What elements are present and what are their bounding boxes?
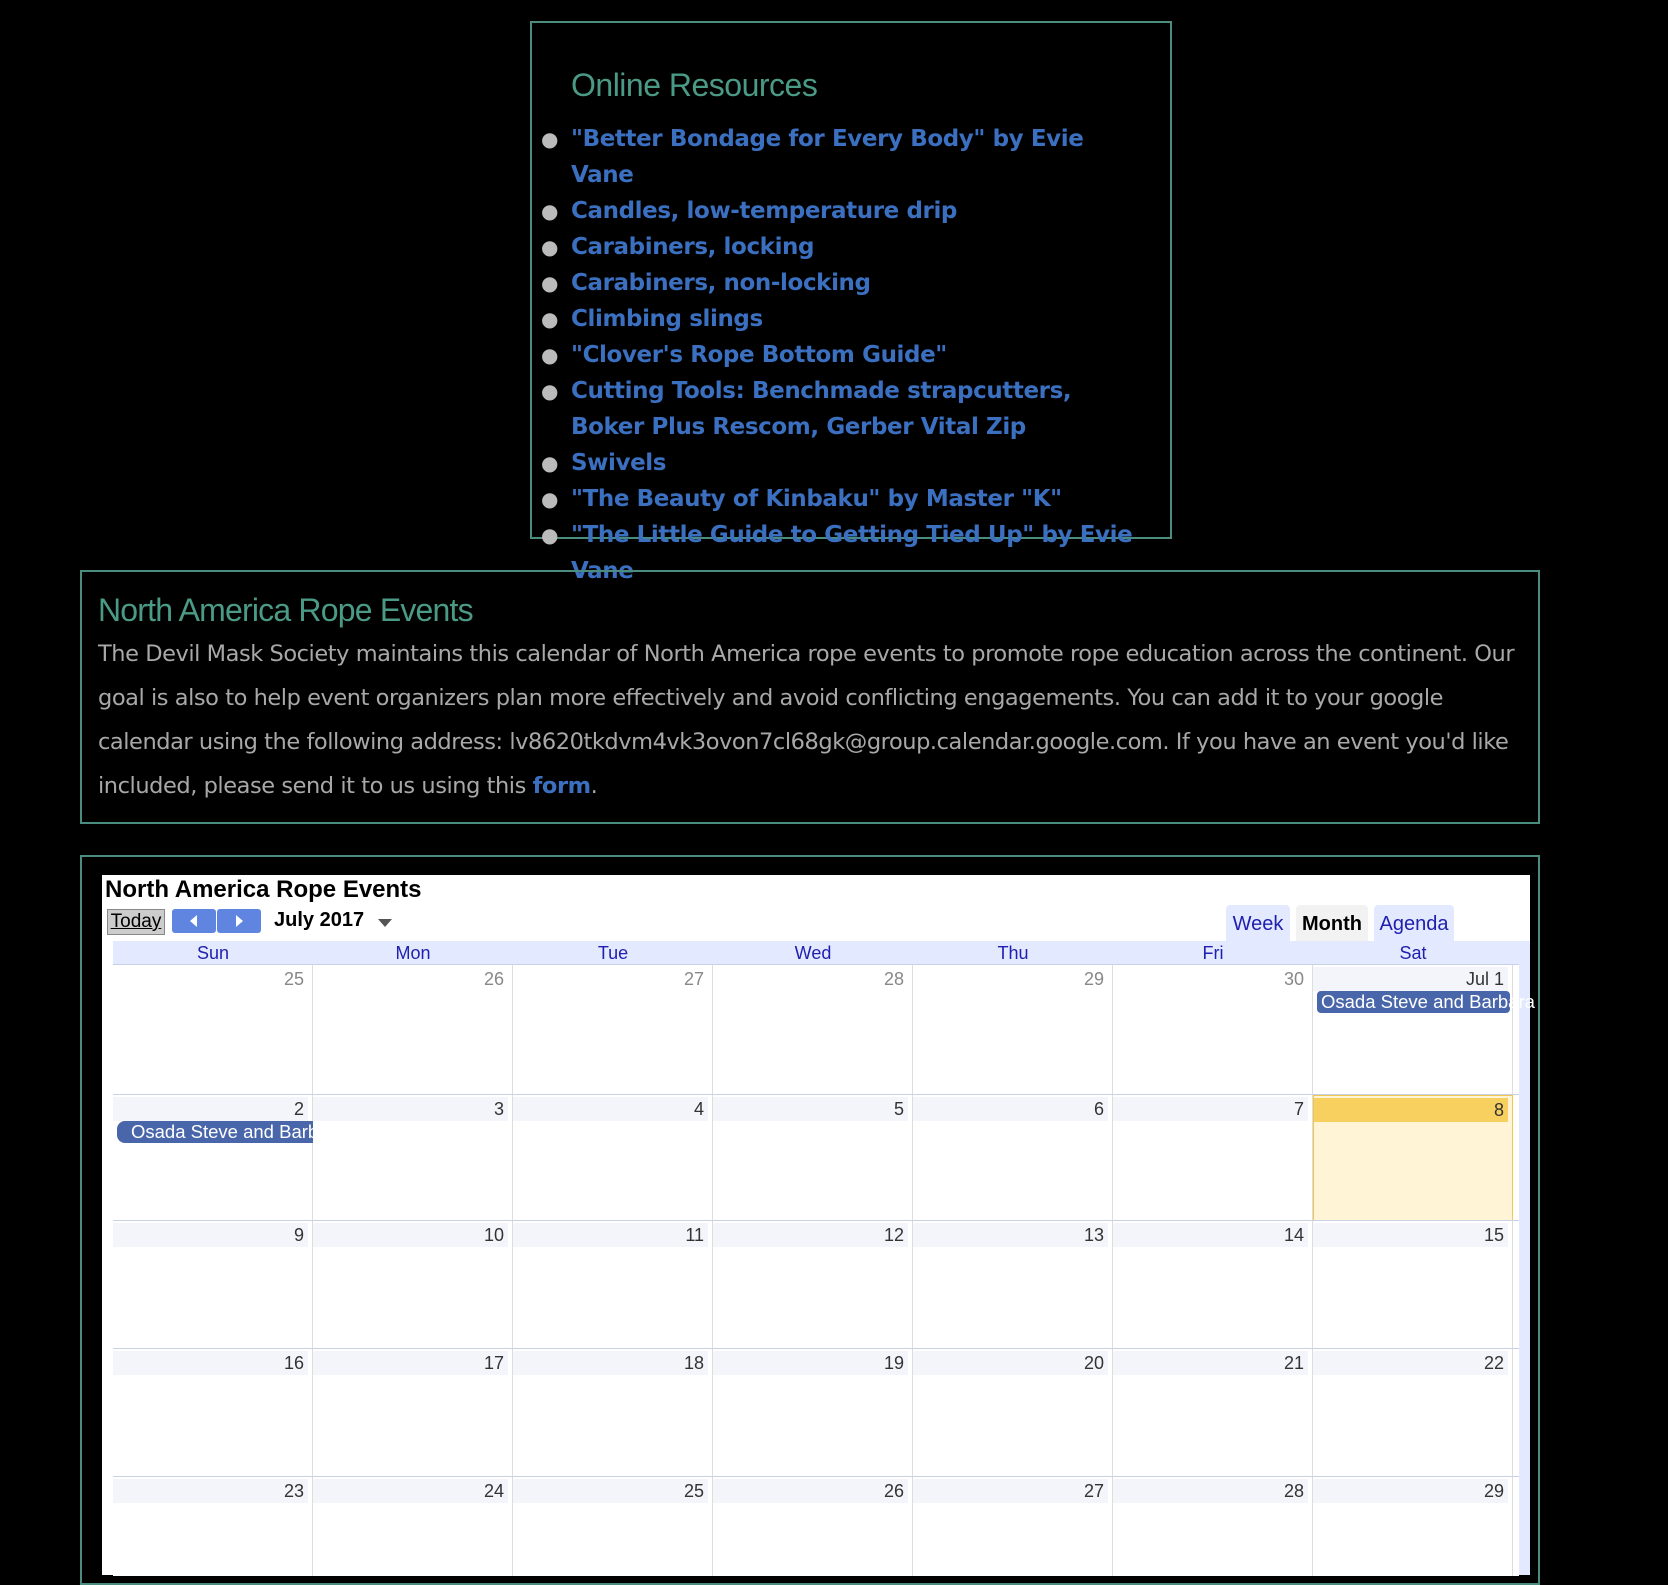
tab-agenda[interactable]: Agenda [1374,905,1454,941]
bullet-icon: ● [541,307,559,331]
tab-week[interactable]: Week [1226,905,1290,941]
resource-link[interactable]: "The Little Guide to Getting Tied Up" by Evie Vane [571,522,1133,584]
resource-link[interactable]: Gerber Vital Zip [826,414,1026,440]
calendar-day-cell[interactable] [713,965,913,1095]
calendar-day-cell[interactable] [1113,1221,1313,1349]
list-item [541,301,1151,337]
dow-label: Sun [196,943,230,963]
list-item [541,193,1151,229]
day-number[interactable]: 28 [713,967,908,991]
dow-label: Fri [1202,943,1224,963]
calendar-event[interactable]: Osada Steve and Barbara [117,1121,313,1143]
tab-month[interactable]: Month [1296,905,1368,941]
day-number[interactable]: 18 [513,1351,708,1375]
calendar-week-row [113,1220,1519,1349]
calendar-day-cell[interactable] [313,1477,513,1576]
bullet-icon: ● [541,271,559,295]
day-number[interactable]: 28 [1113,1479,1308,1503]
calendar-day-cell[interactable] [713,1221,913,1349]
day-number[interactable]: 14 [1113,1223,1308,1247]
day-number[interactable]: 17 [313,1351,508,1375]
day-number[interactable]: 19 [713,1351,908,1375]
list-item [541,373,1151,445]
day-number[interactable]: 25 [113,967,308,991]
day-number[interactable]: 22 [1313,1351,1508,1375]
calendar-day-cell[interactable] [313,1221,513,1349]
calendar-day-cell[interactable] [913,1349,1113,1477]
month-label: July 2017 [274,909,365,931]
calendar-title: North America Rope Events [105,876,422,903]
bullet-icon: ● [541,235,559,259]
day-number[interactable]: 20 [913,1351,1108,1375]
calendar-day-cell[interactable] [913,1477,1113,1576]
calendar-day-cell[interactable] [1113,1095,1313,1221]
calendar-day-cell[interactable] [113,1477,313,1576]
day-number[interactable]: 4 [513,1097,708,1121]
dow-label: Wed [794,943,832,963]
bullet-icon: ● [541,523,559,547]
separator: , [1062,378,1072,404]
day-number[interactable]: 30 [1113,967,1308,991]
list-item [541,481,1151,517]
calendar-day-cell[interactable] [113,1221,313,1349]
day-number[interactable]: 8 [1314,1098,1508,1122]
calendar-day-cell[interactable] [1113,965,1313,1095]
chevron-right-icon [231,913,247,929]
list-item [541,337,1151,373]
bullet-icon: ● [541,451,559,475]
dow-label: Thu [997,943,1029,963]
day-number[interactable]: 23 [113,1479,308,1503]
calendar-day-cell[interactable] [113,1095,313,1221]
days-of-week-header [113,941,1519,963]
caret-down-icon[interactable] [378,919,392,927]
calendar-day-cell[interactable] [1313,1095,1513,1221]
calendar-day-cell[interactable] [1313,1221,1513,1349]
prev-month-button[interactable] [172,909,216,933]
calendar-day-cell[interactable] [713,1349,913,1477]
calendar-day-cell[interactable] [513,965,713,1095]
day-number[interactable]: 3 [313,1097,508,1121]
online-resources-title: Online Resources [571,67,818,103]
calendar-day-cell[interactable] [913,1221,1113,1349]
dow-label: Tue [597,943,629,963]
calendar-week-row [113,1094,1519,1221]
online-resources-panel [530,21,1172,584]
calendar-day-cell[interactable] [513,1477,713,1576]
today-button[interactable]: Today [107,909,165,935]
calendar-day-cell[interactable] [1313,965,1513,1095]
day-number[interactable]: 27 [513,967,708,991]
day-number[interactable]: 16 [113,1351,308,1375]
resource-link[interactable]: Carabiners, non-locking [571,270,871,296]
calendar-week-row [113,964,1519,1095]
day-number[interactable]: 11 [513,1223,708,1247]
day-number[interactable]: 27 [913,1479,1108,1503]
list-item [541,265,1151,301]
next-month-button[interactable] [217,909,261,933]
calendar-week-row [113,1476,1519,1576]
day-number[interactable]: 24 [313,1479,508,1503]
day-number[interactable]: 29 [913,967,1108,991]
resource-link[interactable]: Swivels [571,450,667,476]
form-link[interactable]: form [532,773,591,799]
chevron-left-icon [186,913,202,929]
calendar-event[interactable]: Osada Steve and Barbara [1317,991,1510,1013]
events-body-text: The Devil Mask Society maintains this calendar of North America rope events to promote rope education across the continent. Our goal is also to help event organizers plan more effectively and avoid conflicting engagements. You can add it to your google calendar using the following address: lv8620tkdvm4vk3ovon7cl68gk@group.calendar.google.com. If you have an event you'd like included, please send it to us using this [98,641,1515,799]
events-section-title: North America Rope Events [98,592,473,628]
day-number[interactable]: 26 [713,1479,908,1503]
day-number[interactable]: 21 [1113,1351,1308,1375]
resource-link[interactable]: Boker Plus Rescom [571,414,811,440]
calendar-day-cell[interactable] [113,1349,313,1477]
calendar-day-cell[interactable] [1313,1477,1513,1576]
calendar-day-cell[interactable] [1313,1349,1513,1477]
resource-link[interactable]: Candles, low-temperature drip [571,198,957,224]
resource-link[interactable]: "The Beauty of Kinbaku" by Master "K" [571,486,1062,512]
list-item [541,121,1151,193]
day-number[interactable]: 15 [1313,1223,1508,1247]
calendar-day-cell[interactable] [513,1095,713,1221]
list-item [541,229,1151,265]
day-number[interactable]: 6 [913,1097,1108,1121]
day-number[interactable]: 7 [1113,1097,1308,1121]
day-number[interactable]: 29 [1313,1479,1508,1503]
calendar-widget [102,875,1535,1575]
calendar-day-cell[interactable] [1113,1349,1313,1477]
dow-label: Mon [395,943,431,963]
calendar-day-cell[interactable] [513,1221,713,1349]
day-number[interactable]: 12 [713,1223,908,1247]
separator: , [810,414,827,440]
resource-link[interactable]: "Better Bondage for Every Body" by Evie Vane [571,126,1084,188]
resource-link[interactable]: "Clover's Rope Bottom Guide" [571,342,947,368]
day-number[interactable]: 10 [313,1223,508,1247]
day-number[interactable]: 5 [713,1097,908,1121]
day-number[interactable]: Jul 1 [1313,967,1508,991]
day-number[interactable]: 13 [913,1223,1108,1247]
cutting-tools-prefix: Cutting Tools: [571,378,752,404]
resources-list [541,121,1151,589]
list-item [541,445,1151,481]
calendar-day-cell[interactable] [313,1349,513,1477]
calendar-day-cell[interactable] [113,965,313,1095]
bullet-icon: ● [541,127,559,151]
resource-link[interactable]: Benchmade strapcutters [752,378,1063,404]
calendar-day-cell[interactable] [313,1095,513,1221]
calendar-day-cell[interactable] [713,1477,913,1576]
bullet-icon: ● [541,199,559,223]
day-number[interactable]: 25 [513,1479,708,1503]
events-description [98,632,1528,808]
day-number[interactable]: 2 [113,1097,308,1121]
calendar-day-cell[interactable] [513,1349,713,1477]
events-body-end: . [590,773,598,799]
resource-link[interactable]: Carabiners, locking [571,234,815,260]
day-number[interactable]: 26 [313,967,508,991]
dow-label: Sat [1399,943,1427,963]
calendar-day-cell[interactable] [713,1095,913,1221]
events-description-panel [80,570,1540,824]
resource-link[interactable]: Climbing slings [571,306,763,332]
calendar-day-cell[interactable] [913,1095,1113,1221]
calendar-panel [80,855,1540,1585]
calendar-day-cell[interactable] [1113,1477,1313,1576]
calendar-day-cell[interactable] [913,965,1113,1095]
calendar-day-cell[interactable] [313,965,513,1095]
bullet-icon: ● [541,343,559,367]
day-number[interactable]: 9 [113,1223,308,1247]
calendar-week-row [113,1348,1519,1477]
bullet-icon: ● [541,379,559,403]
bullet-icon: ● [541,487,559,511]
